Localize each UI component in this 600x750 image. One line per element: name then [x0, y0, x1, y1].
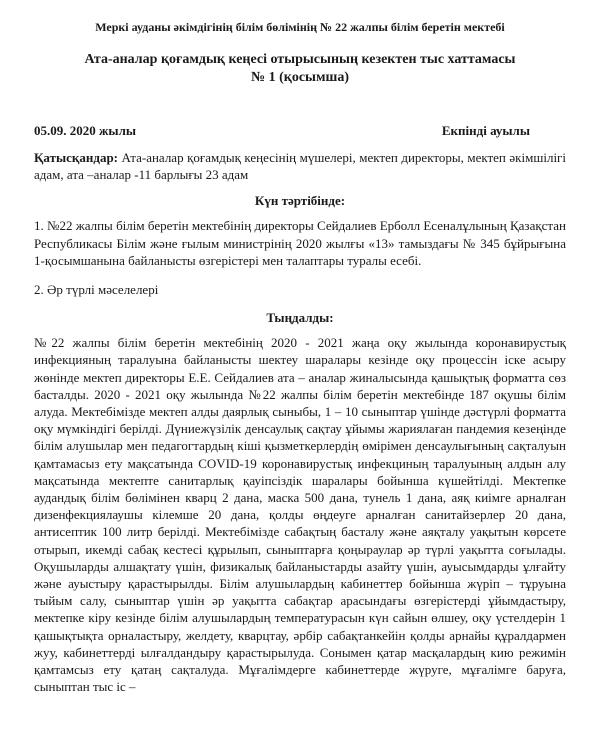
participants-text: Ата-аналар қоғамдық кеңесінің мүшелері, мектеп директоры, мектеп әкімшілігі адам, ата –аналар -11 барлығы 23 адам [34, 150, 566, 183]
agenda-item-1: 1. №22 жалпы білім беретін мектебінің директоры Сейдалиев Ерболл Есеналұлының Қазақстан Республикасы Білім және ғылым министрінің 2020 жылғы «13» тамыздағы № 345 бұйрығына 1-қосымшанына байланысты өзгерістері мен талаптары туралы есебі. [34, 218, 566, 268]
heard-heading: Тыңдалды: [266, 310, 334, 326]
organization-name: Меркі ауданы әкімдігінің білім бөлімінің № 22 жалпы білім беретін мектебі [95, 20, 505, 34]
document-title: Ата-аналар қоғамдық кеңесі отырысының кезектен тыс хаттамасы [84, 52, 516, 67]
document-subtitle: № 1 (қосымша) [251, 70, 349, 85]
meta-row [34, 123, 566, 139]
agenda-item-2: 2. Әр түрлі мәселелері [34, 282, 159, 298]
participants [34, 149, 566, 183]
participants-label: Қатысқандар: [34, 150, 119, 165]
meeting-place: Екпінді ауылы [441, 123, 530, 138]
heard-text: №22 жалпы білім беретін мектебінің 2020 - 2021 жаңа оқу жылында коронавирустық инфекцияның таралуына байланысты шектеу шаралары кезінде оқу процессін іске асыру жөнінде мектеп директоры Е.Е. Сейдалиев ата – аналар жиналысында қашықтық форматта сөз басталды. 2020 - 2021 оқу жылында №22 жалпы білім беретін мектебінде 187 оқушы білім алуда. Мектебімізде мектеп алды даярлық сыныбы, 1 – 10 сыныптар үшінде дәстүрлі форматта оқу мүмкіндігі берілді. Дүниежүзілік денсаулық сақтау ұйымы жариялаған пандемия кезеңінде білім алушылар мен педагогтардың кіші қызметкерлердің өмірімен денсаулығының сақталуын қамтамасыз ету мақсатында COVID-19 коронавирустық инфекциның таралуының алдын алу мақсатында мектепте санитарлық қауіпсіздік шаралары бойынша күшейтілді. Мектепке аудандық білім бөлімінен кварц 2 дана, маска 500 дана, тунель 1 дана, аяқ киімге арналған дизенфекциялаушы кілемше 20 дана, қолды өңдеуге арналған санитайзерлер 20 дана, антисептик 100 литр берілді. Мектебімізде сабақтың басталу және аяқталу уақытын көрсете отырып, икемді сабақ кестесі құрылып, сыныптарға қоңыраулар әр түрлі уақытта соғылады. Оқушыларды алшақтату үшін, физикалық байланыстарды азайту үшін, ауысымдарды ұлғайту және ауыстыру қарастырылды. Білім алушылардың кабинеттер бойынша жүріп – тұруына тыйым салу, сыныптар үшін әр уақытта сабақтар арасындағы өзгерістерді ұйымдастыру, мектепке кіру кезінде білім алушылардың температурасын күн сайын өлшеу, оқу үстелдерін 1 қашықтықта орналастыру, желдету, кварцтау, әрбір сабақтанкейін қолды арнайы құралдармен жуу, кабинеттерді ылғалдандыру қарастырылуда. Сонымен қатар масқалардың кию режимін қамтамсыз ету қатаң сақталуда. Мұғалімдерге кабинеттерде жүруге, мұғалімге баруға, сыныптан тыс іс – [34, 335, 566, 695]
meeting-date: 05.09. 2020 жылы [34, 123, 137, 138]
agenda-heading: Күн тәртібінде: [254, 193, 346, 209]
